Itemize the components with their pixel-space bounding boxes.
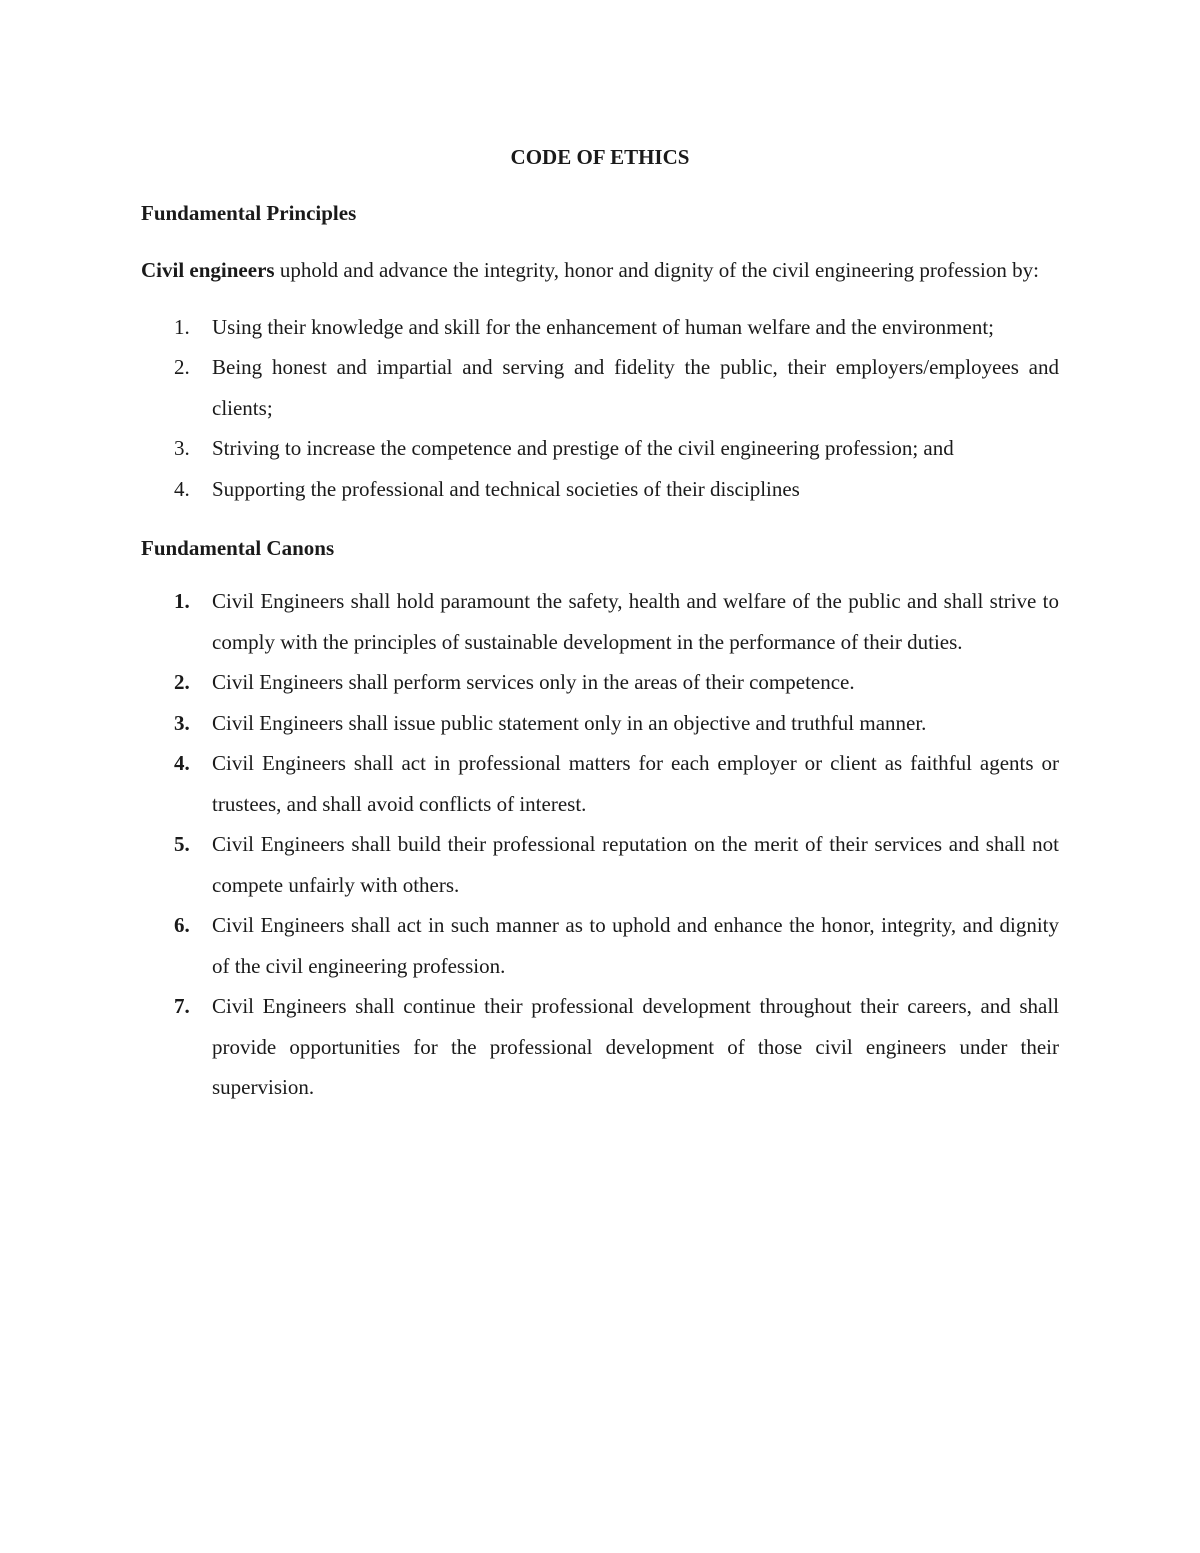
- document-page: [141, 140, 1059, 1108]
- item-number: 4.: [174, 476, 190, 501]
- item-text: Civil Engineers shall act in such manner as to uphold and enhance the honor, integrity, and dignity of the civil engineering profession.: [212, 913, 1059, 978]
- item-text: Using their knowledge and skill for the enhancement of human welfare and the environment;: [212, 314, 995, 339]
- item-number: 7.: [174, 994, 190, 1018]
- list-item: [141, 662, 1059, 703]
- list-item: [141, 581, 1059, 662]
- list-item: [141, 986, 1059, 1108]
- intro-bold-term: Civil engineers: [141, 258, 275, 282]
- item-number: 4.: [174, 751, 190, 775]
- list-item: [141, 428, 1059, 469]
- canons-heading: Fundamental Canons: [141, 536, 335, 560]
- item-number: 2.: [174, 670, 190, 694]
- item-text: Civil Engineers shall hold paramount the safety, health and welfare of the public and shall strive to comply with the principles of sustainable development in the performance of their duties.: [212, 589, 1059, 654]
- principles-heading: Fundamental Principles: [141, 201, 357, 225]
- intro-text: uphold and advance the integrity, honor and dignity of the civil engineering profession by:: [274, 258, 1039, 282]
- item-number: 1.: [174, 589, 190, 613]
- item-number: 6.: [174, 913, 190, 937]
- item-text: Being honest and impartial and serving and fidelity the public, their employers/employees and clients;: [212, 355, 1059, 420]
- list-item: [141, 743, 1059, 824]
- item-number: 2.: [174, 355, 190, 379]
- list-item: [141, 824, 1059, 905]
- list-item: [141, 469, 1059, 510]
- list-item: [141, 307, 1059, 348]
- item-number: 5.: [174, 832, 190, 856]
- principles-intro: [141, 250, 1059, 291]
- list-item: [141, 905, 1059, 986]
- item-text: Civil Engineers shall build their professional reputation on the merit of their services and shall not compete unfairly with others.: [212, 832, 1059, 897]
- item-text: Supporting the professional and technical societies of their disciplines: [212, 476, 800, 501]
- item-number: 3.: [174, 710, 190, 735]
- item-number: 1.: [174, 314, 190, 339]
- list-item: [141, 703, 1059, 744]
- item-number: 3.: [174, 436, 190, 460]
- item-text: Civil Engineers shall perform services only in the areas of their competence.: [212, 670, 855, 694]
- canons-list: [141, 581, 1059, 1108]
- page-title: CODE OF ETHICS: [510, 145, 690, 169]
- list-item: [141, 347, 1059, 428]
- item-text: Civil Engineers shall continue their professional development throughout their careers, and shall provide opportunities for the professional development of those civil engineers under their supervision.: [212, 994, 1059, 1099]
- item-text: Civil Engineers shall issue public statement only in an objective and truthful manner.: [212, 710, 927, 735]
- item-text: Civil Engineers shall act in professional matters for each employer or client as faithful agents or trustees, and shall avoid conflicts of interest.: [212, 751, 1059, 816]
- principles-list: [141, 307, 1059, 510]
- item-text: Striving to increase the competence and prestige of the civil engineering profession; and: [212, 436, 954, 460]
